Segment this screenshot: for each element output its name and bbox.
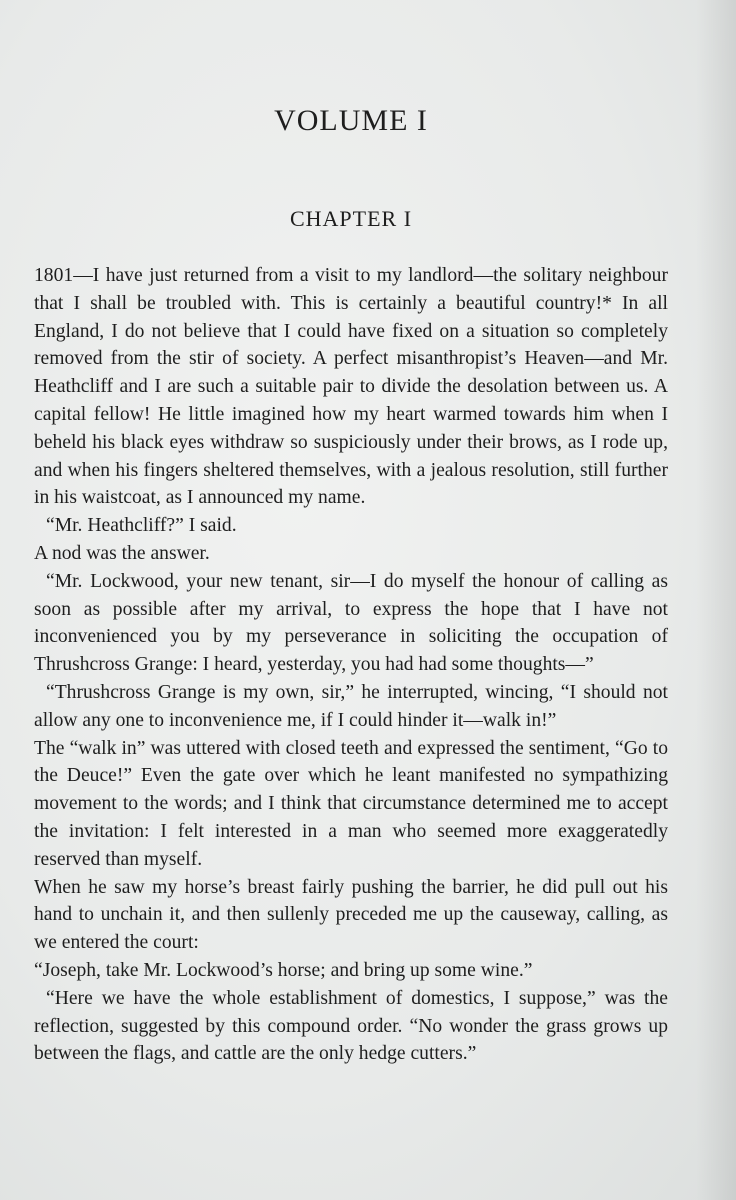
paragraph-9: “Here we have the whole establishment of domestics, I suppose,” was the reflection, suggested by this compound order. “No wonder the grass grows up between the flags, and cattle are the only hedge cutters.” — [34, 987, 668, 1065]
paragraph-8: “Joseph, take Mr. Lockwood’s horse; and bring up some wine.” — [34, 959, 533, 981]
paragraph-3: A nod was the answer. — [34, 542, 210, 564]
paragraph-2: “Mr. Heathcliff?” I said. — [46, 515, 237, 537]
chapter-body — [34, 262, 668, 1068]
paragraph-7: When he saw my horse’s breast fairly pushing the barrier, he did pull out his hand to unchain it, and then sullenly preceded me up the causeway, calling, as we entered the court: — [34, 876, 668, 954]
paragraph-5: “Thrushcross Grange is my own, sir,” he interrupted, wincing, “I should not allow any one to inconvenience me, if I could hinder it—walk in!” — [34, 681, 668, 731]
volume-title: VOLUME I — [274, 104, 428, 137]
paragraph-6: The “walk in” was uttered with closed teeth and expressed the sentiment, “Go to the Deuce!” Even the gate over which he leant manifested no sympathizing movement to the words; and I think that circumstance determined me to accept the invitation: I felt interested in a man who seemed more exaggeratedly reserved than myself. — [34, 737, 668, 870]
paragraph-4: “Mr. Lockwood, your new tenant, sir—I do myself the honour of calling as soon as possible after my arrival, to express the hope that I have not inconvenienced you by my perseverance in soliciting the occupation of Thrushcross Grange: I heard, yesterday, you had had some thoughts—” — [34, 570, 668, 676]
paragraph-1: 1801—I have just returned from a visit to my landlord—the solitary neighbour that I shall be troubled with. This is certainly a beautiful country!* In all England, I do not believe that I could have fixed on a situation so completely removed from the stir of society. A perfect misanthropist’s Heaven—and Mr. Heathcliff and I are such a suitable pair to divide the desolation between us. A capital fellow! He little imagined how my heart warmed towards him when I beheld his black eyes withdraw so suspiciously under their brows, as I rode up, and when his fingers sheltered themselves, with a jealous resolution, still further in his waistcoat, as I announced my name. — [34, 265, 668, 509]
chapter-title: CHAPTER I — [289, 206, 413, 231]
page-gutter-shadow — [696, 0, 736, 1200]
